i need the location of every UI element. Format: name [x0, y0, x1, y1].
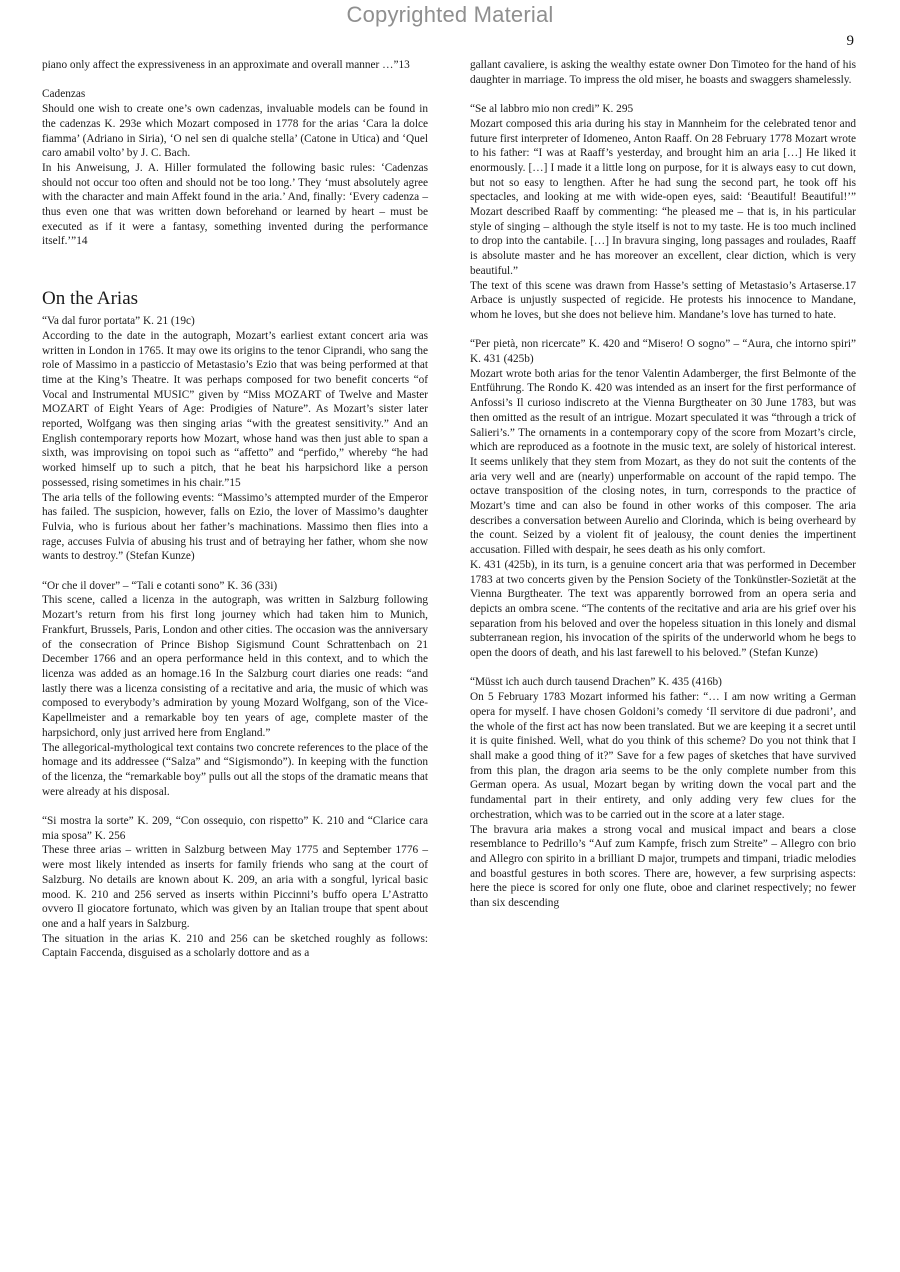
text-paragraph: “Müsst ich auch durch tausend Drachen” K. 435 (416b) [470, 676, 722, 689]
text-paragraph: Mozart wrote both arias for the tenor Valentin Adamberger, the first Belmonte of the Entführung. The Rondo K. 420 was intended as an insert for the first performance of Anfossi’s Il curioso indiscreto at the Vienna Burgtheater on 30 June 1783, but was then omitted as the result of an intrigue. Mozart speculated it was “through a trick of Salieri’s.” The ornaments in a contemporary copy of the score from Mozart’s circle, which are reproduced as a footnote in the music text, are solely of historical interest. It seems unlikely that they stem from Mozart, as they do not suit the contents of the aria very well and are (nearly) unperformable on account of the rapid tempo. The octave transposition of the closing notes, in turn, corresponds to the practice of Mozart’s time and can also be found in other works of this composer. The aria describes a conversation between Aurelio and Clorinda, which is being overheard by the count. Seized by a violent fit of jealousy, the count denies the impertinent accusation. Filled with despair, he sees death as his only comfort. [470, 367, 856, 557]
text-paragraph: On 5 February 1783 Mozart informed his father: “… I am now writing a German opera for myself. I have chosen Goldoni’s comedy ‘Il servitore di due padroni’, and the whole of the first act has now been translated. But we are keeping it a secret until it is quite finished. Well, what do you think of this scheme? Do you not think that I shall make a good thing of it?” Save for a few pages of sketches that have survived from this plan, the dragon aria seems to be the only complete number from this German opera. As usual, Mozart began by writing down the vocal part and the fundamental part in their entirety, and only adding very few clues for the orchestration, which was to be carried out in the score at a later stage. [470, 691, 856, 821]
paragraph-spacer [470, 661, 856, 676]
text-paragraph: According to the date in the autograph, Mozart’s earliest extant concert aria was written in London in 1765. It may owe its origins to the tenor Ciprandi, who sang the role of Massimo in a pasticcio of Metastasio’s Ezio that was being performed at that time at the King’s Theatre. It was perhaps composed for two benefit concerts “of Vocal and Instrumental MUSIC” given by “Miss MOZART of Twelve and Master MOZART of Eight Years of Age: Prodigies of Nature”. As Mozart’s sister later reported, Wolfgang was then singing arias “with the greatest sensitivity.” And an English contemporary reports how Mozart, whose hand was then just able to span a sixth, was improvising on topoi such as “affetto” and “perfido,” whereby “he had worked himself up to such a pitch, that he beat his harpsichord like a person possessed, rising sometimes in his chair.”15 [42, 329, 428, 489]
text-paragraph: “Si mostra la sorte” K. 209, “Con ossequio, con rispetto” K. 210 and “Clarice cara mia sposa” K. 256 [42, 815, 428, 842]
left-text-column [42, 58, 428, 961]
paragraph-spacer [470, 323, 856, 338]
paragraph-spacer [42, 799, 428, 814]
text-paragraph: Should one wish to create one’s own cadenzas, invaluable models can be found in the cadenzas K. 293e which Mozart composed in 1778 for the arias ‘Cara la dolce fiamma’ (Adriano in Siria), ‘O nel sen di qualche stella’ (Catone in Utica) and ‘Quel caro amabil volto’ by J. C. Bach. [42, 103, 428, 160]
text-paragraph: Mozart composed this aria during his stay in Mannheim for the celebrated tenor and future first interpreter of Idomeneo, Anton Raaff. On 28 February 1778 Mozart wrote to his father: “I was at Raaff’s yesterday, and brought him an aria […] He liked it enormously. […] I made it a little long on purpose, for it is always easy to cut down, but not so easy to lengthen. After he had sung the second part, he took off his spectacles, and looking at me with wide-open eyes, said: ‘Beautiful! Beautiful!’” Mozart described Raaff by commenting: “he pleased me – that is, in his particular style of singing – although the style itself is not to my taste. He is too much inclined to drop into the cantabile. […] In bravura singing, long passages and roulades, Raaff is absolute master and he has moreover an excellent, clear diction, which is very beautiful.” [470, 117, 856, 277]
text-paragraph: “Va dal furor portata” K. 21 (19c) [42, 315, 195, 328]
text-paragraph: K. 431 (425b), in its turn, is a genuine concert aria that was performed in December 1783 at two concerts given by the Pension Society of the Tonkünstler-Sozietät at the Vienna Burgtheater. The text was apparently borrowed from an opera seria and depicts an ombra scene. “The contents of the recitative and aria are his grief over his separation from his beloved and over the hopeless situation in this lonely and dismal subterranean region, his invocation of the spirits of the underworld whom he begs to open the doors of death, and his last farewell to his beloved.” (Stefan Kunze) [470, 558, 856, 660]
text-paragraph: “Or che il dover” – “Tali e cotanti sono” K. 36 (33i) [42, 579, 278, 592]
text-paragraph: These three arias – written in Salzburg between May 1775 and September 1776 – were most likely intended as inserts for family friends who sang at the court of Salzburg. No details are known about K. 209, an aria with a songful, lyrical basic mood. K. 210 and 256 served as inserts within Piccinni’s buffo opera L’Astratto ovvero Il giocatore fortunato, which was given by an Italian troupe that spent about one and a half years in Salzburg. [42, 844, 428, 930]
paragraph-spacer [42, 73, 428, 88]
text-paragraph: Cadenzas [42, 88, 86, 101]
copyright-watermark: Copyrighted Material [346, 2, 554, 27]
text-paragraph: The situation in the arias K. 210 and 256 can be sketched roughly as follows: Captain Faccenda, disguised as a scholarly dottore and as a [42, 932, 428, 960]
text-paragraph: The aria tells of the following events: “Massimo’s attempted murder of the Emperor has failed. The suspicion, however, falls on Ezio, the lover of Massimo’s daughter Fulvia, who is furious about her father’s machinations. Massimo then flies into a rage, accuses Fulvia of abusing his trust and of betraying her father, whom she now wants to destroy.” (Stefan Kunze) [42, 491, 428, 563]
text-paragraph: “Per pietà, non ricercate” K. 420 and “Misero! O sogno” – “Aura, che intorno spiri” K. 431 (425b) [470, 338, 856, 366]
paragraph-spacer [470, 87, 856, 102]
page-number: 9 [846, 33, 854, 49]
text-paragraph: The allegorical-mythological text contains two concrete references to the place of the homage and its addressee (“Salza” and “Sigismondo”). In keeping with the function of the licenza, the “remarkable boy” pulls out all the stops of the dramatic means that were already at his disposal. [42, 741, 428, 798]
text-paragraph: “Se al labbro mio non credi” K. 295 [470, 103, 634, 116]
paragraph-spacer [42, 564, 428, 579]
text-paragraph: This scene, called a licenza in the autograph, was written in Salzburg following Mozart’s return from his first long journey which had taken him to Munich, Frankfurt, Brussels, Paris, London and other cities. The occasion was the anniversary of the consecration of Prince Bishop Sigismund Count Schrattenbach on 21 December 1766 and an opera performance held in this context, and to which the licenza was added as an homage.16 In the Salzburg court diaries one reads: “and lastly there was a licenza consisting of a recitative and aria, the music of which was composed to everybody’s admiration by young Mozard Wolfgang, son of the Vice-Kapellmeister and a remarkable boy ten years of age, complete master of the harpsichord, only just arrived here from England.” [42, 594, 428, 739]
text-paragraph: In his Anweisung, J. A. Hiller formulated the following basic rules: ‘Cadenzas should not occur too often and should not be too long.’ They ‘must absolutely agree with the character and main Affekt found in the aria.’ And, finally: ‘Every cadenza – thus even one that was written down beforehand or learned by heart – must be executed as if it were a fantasy, something invented during the performance itself.’”14 [42, 161, 428, 248]
right-text-column [470, 58, 856, 911]
section-spacer [42, 249, 428, 287]
section-heading: On the Arias [42, 288, 139, 310]
text-paragraph: The text of this scene was drawn from Hasse’s setting of Metastasio’s Artaserse.17 Arbace is unjustly suspected of regicide. He protests his innocence to Mandane, whom he loves, but she does not believe him. Mandane’s love has turned to hate. [470, 279, 856, 321]
text-paragraph: piano only affect the expressiveness in an approximate and overall manner …”13 [42, 59, 410, 71]
text-paragraph: The bravura aria makes a strong vocal and musical impact and bears a close resemblance to Pedrillo’s “Auf zum Kampfe, frisch zum Streite” – Allegro con brio and Allegro con spirito in a brilliant D major, trumpets and timpani, triadic melodies and boastful gestures in both scores. There are, however, a few surprising aspects: here the piece is scored for only one flute, oboe and clarinet respectively; no fewer than six descending [470, 823, 856, 910]
text-paragraph: gallant cavaliere, is asking the wealthy estate owner Don Timoteo for the hand of his daughter in marriage. To impress the old miser, he boasts and swaggers shamelessly. [470, 59, 856, 86]
